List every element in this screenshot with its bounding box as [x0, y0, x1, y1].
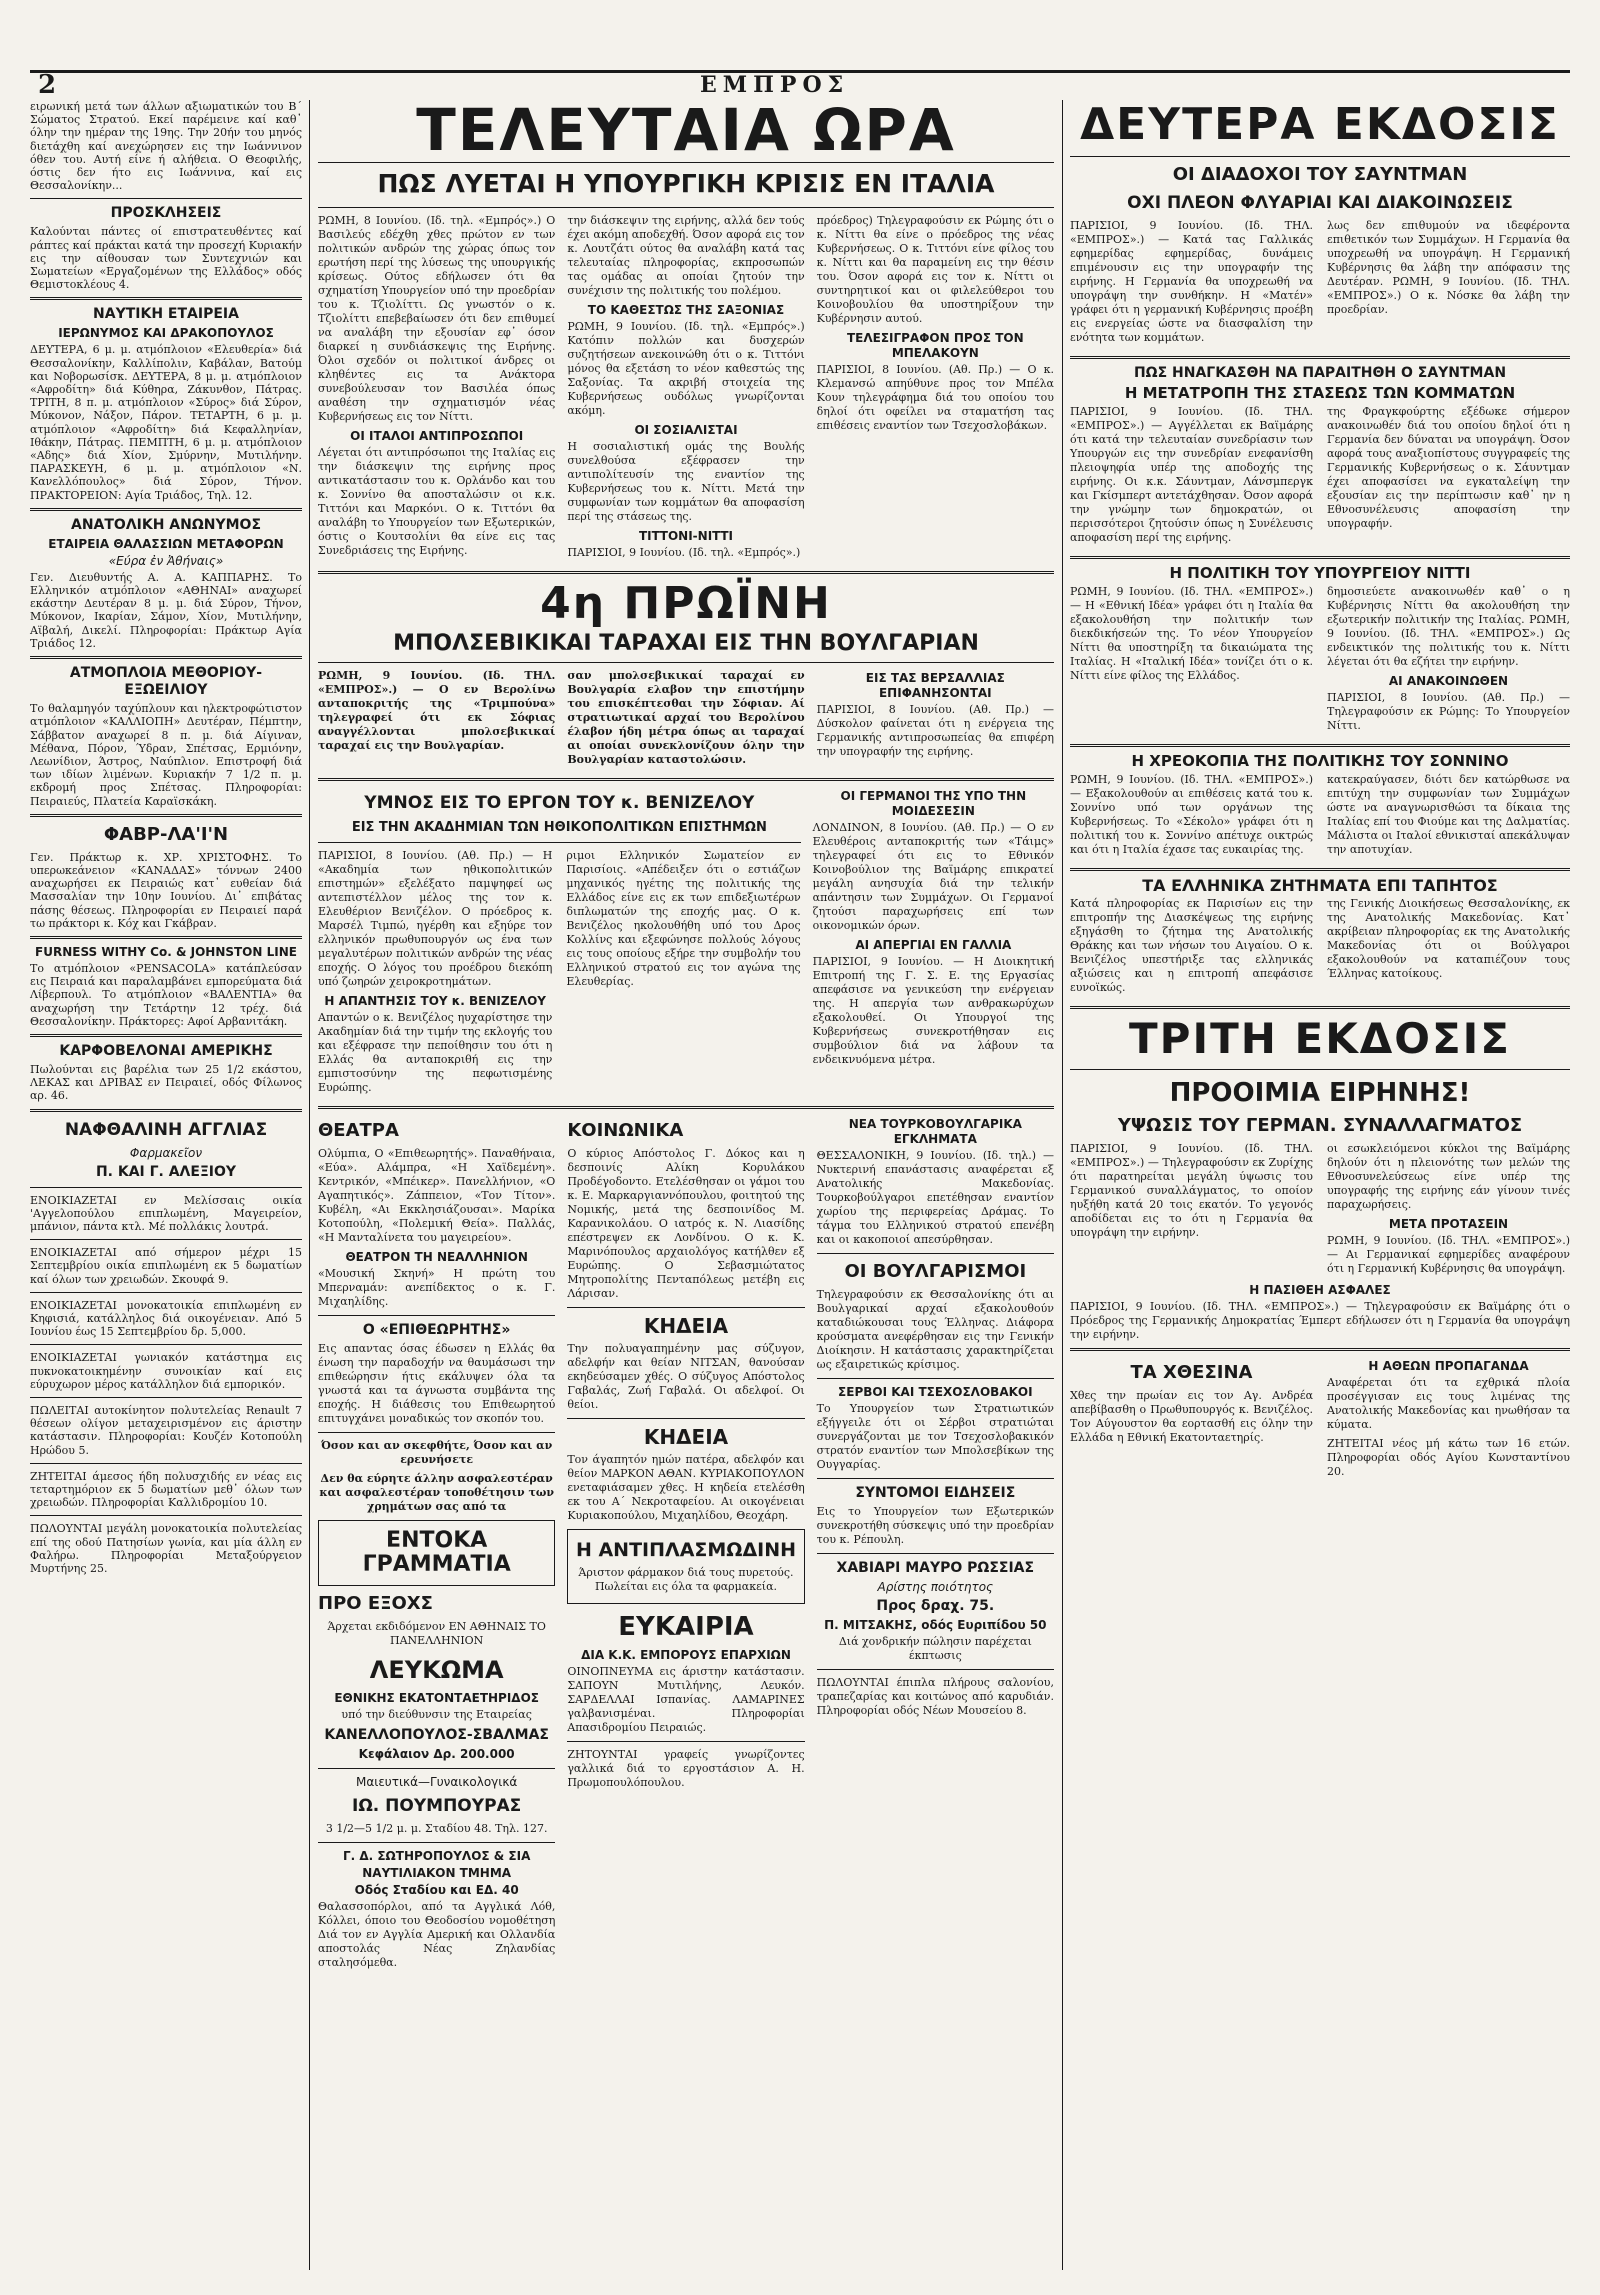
- greek-issues-story: [1070, 897, 1570, 1000]
- italy-text-2: την διάσκεψιν της ειρήνης, αλλά δεν τούς έχει ακόμη αποδεχθή. Όσον αφορά εις τον κ. Λουτζάτι ούτος θα αναλάβη κατά τας τελευταίας πληροφορίας, εκπροσωπών τας ομάδας αι οποίαι ζητούν την συνέχισιν της πολιτικής του πολέμου.: [567, 214, 805, 297]
- athe-text: Αναφέρεται ότι τα εχθρικά πλοία προσέγγισαν εις τους λιμένας της Ανατολικής Μακεδονίας και ηνωθήσαν τα κύματα.: [1327, 1376, 1570, 1431]
- khdeia-heading-2: ΚΗΔΕΙΑ: [643, 1425, 729, 1449]
- sonnino-heading: Η ΧΡΕΟΚΟΠΙΑ ΤΗΣ ΠΟΛΙΤΙΚΗΣ ΤΟΥ ΣΟΝΝΙΝΟ: [1131, 752, 1509, 770]
- xaviari-sub: Αρίστης ποιότητος: [877, 1580, 994, 1594]
- bulgaria-text: ΡΩΜΗ, 9 Ιουνίου. (Ιδ. ΤΗΛ. «ΕΜΠΡΟΣ».) — Ο εν Βερολίνω ανταποκριτής της «Τριμπούνα» τηλεγραφεί ότι εκ Σόφιας αναγγέλλονται μπολσεβικικαί ταραχαί εις την Βουλγαρίαν.: [318, 669, 556, 752]
- triti-ekdosis-title: ΤΡΙΤΗ ΕΚΔΟΣΙΣ: [1129, 1014, 1511, 1063]
- xesina-text: Χθες την πρωίαν εις τον Αγ. Ανδρέα απεβίβασθη ο Πρωθυπουργός κ. Βενιζέλος. Τον Αύγουστον θα εορτασθή εις όλην την Ελλάδα η Εθνική Εκατονταετηρίς.: [1070, 1389, 1313, 1444]
- theatra-heading: ΘΕΑΤΡΑ: [318, 1120, 399, 1141]
- anatoliki-heading: ΑΝΑΤΟΛΙΚΗ ΑΝΩΝΥΜΟΣ: [70, 516, 262, 533]
- athe-heading: Η ΑΘΕΩΝ ΠΡΟΠΑΓΑΝΔΑ: [1368, 1359, 1529, 1373]
- middle-column: [318, 96, 1054, 1975]
- lefkoma-sub-2: υπό την διεύθυνσιν της Εταιρείας: [341, 1708, 532, 1721]
- neatourk-heading: ΝΕΑ ΤΟΥΡΚΟΒΟΥΛΓΑΡΙΚΑ ΕΓΚΛΗΜΑΤΑ: [848, 1117, 1022, 1146]
- proini-title: 4η ΠΡΩΪΝΗ: [540, 578, 832, 629]
- masthead: ΕΜΠΡΟΣ: [700, 72, 850, 98]
- syntomoi-heading: ΣΥΝΤΟΜΟΙ ΕΙΔΗΣΕΙΣ: [855, 1485, 1016, 1501]
- theatra-text: Ολύμπια, Ο «Επιθεωρητής». Παναθήναια, «Εύα». Αλάμπρα, «Η Χαϊδεμένη». Κεντρικόν, «Μπέικερ». Πανελλήνιον, «Ο Αγαπητικός». Ζάππειον, «Τον Τίτον». Κυβέλη, «Αι Εκκλησιάζουσαι». Μαρίκα Κοτοπούλη, «Πολεμική Θεία». Παλλάς, «Η Μανταλίνετα του μαγειρείου».: [318, 1147, 556, 1244]
- kanello-heading: ΚΑΝΕΛΛΟΠΟΥΛΟΣ-ΣΒΑΛΜΑΣ: [324, 1727, 549, 1743]
- koinonika-text: Ο κύριος Απόστολος Γ. Δόκος και η δεσποινίς Αλίκη Κορυλάκου Προδέγοδοντο. Ετελέσθησαν οι γάμοι του κ. Ε. Μαρκαργιαννόπουλου, φοιτητού της Νομικής, μετά της δεσποινίδος Μ. Καρανικολάου. Ο ιατρός κ. Ν. Λιασίδης επέστρεψεν εκ Λονδίνου. Ο κ. Κ. Μαρινόπουλος αρχαιολόγος κατήλθεν εξ Ευρώπης. Ο Σεβασμιώτατος Μητροπολίτης Πενταπόλεως μετέβη εις Λάρισαν.: [567, 1147, 805, 1300]
- column-rule: [1062, 100, 1063, 2270]
- xaviari-heading: ΧΑΒΙΑΡΙ ΜΑΥΡΟ ΡΩΣΣΙΑΣ: [836, 1560, 1035, 1576]
- theatron-text: «Μουσική Σκηνή» Η πρώτη του Μπερναμάν: ανεπίδεκτος ο κ. Γ. Μιχαηλίδης.: [318, 1267, 556, 1308]
- epitheoritis-text: Εις απαντας όσας έδωσεν η Ελλάς θα ένωση την παραδοχήν να θαυμάσωσι την επιθεώρησιν ήτις εκάλυψεν όλα τα γνωστά και τα άγνωστα συμβάντα της εποχής. Η διάθεσις του Επιθεωρητού επιτυγχάνει μοναδικώς τον σκοπόν του.: [318, 1342, 556, 1425]
- venizelos-text-2: ριμοι Ελληνικόν Σωματείον εν Παρισίοις. «Απέδειξεν ότι ο εστιάζων μηχανικός ηγέτης της πολιτικής της Ελλάδος είνε εις εκ των επιδεξιωτέρων διπλωματών της εποχής μας. Ο κ. Βενιζέλος ηκολουθήθη υπό του Δρος Κολλίνς και εξεφώνησε πολλούς λόγους εις τους οποίους εξήρε την συμβολήν του Ελληνικού στρατού εις τον αγώνα της Ελευθερίας.: [566, 849, 801, 988]
- epitheoritis-heading: Ο «ΕΠΙΘΕΩΡΗΤΗΣ»: [362, 1322, 511, 1338]
- nautiki-text: ΔΕΥΤΕΡΑ, 6 μ. μ. ατμόπλοιον «Ελευθερία» διά Θεσσαλονίκην, Καλλίπολιν, Καβάλαν, Βατούμ και Νοβορωσίσκ. ΔΕΥΤΕΡΑ, 8 μ. μ. ατμόπλοιον «Αφροδίτη» διά Κύθηρα, Ζάκυνθον, Πάτρας. ΤΡΙΤΗ, 8 π. μ. ατμόπλοιον «Σύρος» διά Σύρον, Μύκονον, Νάξον, Πάρον. ΤΕΤΑΡΤΗ, 6 μ. μ. ατμόπλοιον «Αφροδίτη» διά Κεφαλληνίαν, Ιθάκην, Πάτρας. ΠΕΜΠΤΗ, 6 μ. μ. ατμόπλοιον «Αδης» διά Χίον, Σμύρνην, Μυτιλήνην. ΠΑΡΑΣΚΕΥΗ, 6 μ. μ. ατμόπλοιον «Ν. Κανελλόπουλος» διά Σύρον, Τήνον. ΠΡΑΚΤΟΡΕΙΟΝ: Αγία Τριάδος, Τηλ. 12.: [30, 343, 302, 502]
- nautiki-subheading: ΙΕΡΩΝΥΜΟΣ ΚΑΙ ΔΡΑΚΟΠΟΥΛΟΣ: [58, 326, 274, 341]
- anatoliki-tagline: «Εύρα ἐν Ἀθήναις»: [108, 553, 224, 568]
- italy-delegates-heading: ΟΙ ΙΤΑΛΟΙ ΑΝΤΙΠΡΟΣΩΠΟΙ: [350, 429, 524, 443]
- sonnino-story: [1070, 773, 1570, 862]
- nitti-heading: Η ΠΟΛΙΤΙΚΗ ΤΟΥ ΥΠΟΥΡΓΕΙΟΥ ΝΙΤΤΙ: [1169, 564, 1471, 582]
- voulgarismoi-text: Τηλεγραφούσιν εκ Θεσσαλονίκης ότι αι Βουλγαρικαί αρχαί εξακολουθούν καταδιώκουσαι τους Έλληνας. Διάφορα κρούσματα ανεφέρθησαν εις την Γενικήν Διοίκησιν. Η κατάστασις χαρακτηρίζεται ως εξαιρετικώς κρίσιμος.: [816, 1288, 1054, 1371]
- lefkoma-sub: ΕΘΝΙΚΗΣ ΕΚΑΤΟΝΤΑΕΤΗΡΙΔΟΣ: [334, 1691, 539, 1705]
- column-rule: [309, 100, 310, 2270]
- top-rule: [30, 70, 1570, 73]
- right-column: [1070, 100, 1570, 1484]
- zitountai-text: ΖΗΤΟΥΝΤΑΙ γραφείς γνωρίζοντες γαλλικά διά το εργοστάσιον Α. Η. Πρωμοπουλόπουλου.: [567, 1748, 805, 1789]
- entoka-grammatia: ΕΝΤΟΚΑ ΓΡΑΜΜΑΤΙΑ: [362, 1528, 511, 1577]
- quote-line-2: Δεν θα εύρητε άλλην ασφαλεστέραν και ασφαλεστέραν τοποθέτησιν των χρημάτων σας από τα: [319, 1472, 554, 1513]
- classified-item: ΕΝΟΙΚΙΑΖΕΤΑΙ από σήμερον μέχρι 15 Σεπτεμβρίου οικία επιπλωμένη εκ 5 δωματίων καί όλων των χρειωδών. Σκουφά 9.: [30, 1246, 302, 1286]
- furness-heading: FURNESS WITHY Co. & JOHNSTON LINE: [35, 944, 297, 959]
- proskliseis-text: Καλούνται πάντες οί επιστρατευθέντες καί ράπτες καί πράκται κατά την προσεχή Κυριακήν εις την αίθουσαν των Συντεχνιών και Σωματείων «Εργαζομένων της Ελλάδος» οδός Θεμιστοκλέους 4.: [30, 225, 302, 292]
- lower-middle: [318, 1115, 1054, 1975]
- neatourk-text: ΘΕΣΣΑΛΟΝΙΚΗ, 9 Ιουνίου. (Ιδ. τηλ.) — Νυκτερινή επανάστασις αναφέρεται εξ Ανατολικής Μακεδονίας. Τουρκοβούλγαροι επετέθησαν εναντίον χωρίου της περιφερείας Δράμας. Το τάγμα του Ελληνικού στρατού επενέβη και οι κακοποιοί απεσύρθησαν.: [816, 1149, 1054, 1246]
- koinonika-heading: ΚΟΙΝΩΝΙΚΑ: [567, 1120, 684, 1141]
- telegraph-heading: ΤΕΛΕΣΙΓΡΑΦΟΝ ΠΡΟΣ ΤΟΝ ΜΠΕΛΑΚΟΥΝ: [846, 331, 1024, 360]
- sonnino-text-2: κατεκραύγασεν, διότι δεν κατώρθωσε να επιτύχη την συμφωνίαν των Συμμάχων ώστε να αναγνωρισθώσι τα δίκαια της Ιταλίας επί του Φιούμε και της Δαλματίας. Μάλιστα οι Ιταλοί εθνικισταί απεκάλυψαν την αποτυχίαν.: [1327, 773, 1570, 856]
- naftalini-name: Π. ΚΑΙ Γ. ΑΛΕΞΙΟΥ: [95, 1163, 237, 1180]
- lefkoma-heading: ΛΕΥΚΩΜΑ: [369, 1656, 504, 1684]
- eukairia-sub: ΔΙΑ Κ.Κ. ΕΜΠΟΡΟΥΣ ΕΠΑΡΧΙΩΝ: [581, 1648, 791, 1662]
- bulgaria-text-2: σαν μπολσεβικικαί ταραχαί εν Βουλγαρία ελαβον την επιστήμην του επισκέπτεσθαι την Σόφιαν. Αί στρατιωτικαί αρχαί του Βερολίνου έλαβον ήδη μέτρα όπως αι ταραχαί αι οποίαι συνεκλονίζουν όλην την Βουλγαρίαν καταστολώσιν.: [567, 669, 805, 766]
- strikes-text: ΠΑΡΙΣΙΟΙ, 9 Ιουνίου. — Η Διοικητική Επιτροπή της Γ. Σ. Ε. της Εργασίας απεφάσισε να γενικεύση την ενέργειαν της. Η απεργία των ανθρακωρύχων εξακολουθεί. Οι Υπουργοί της Κυβερνήσεως συνεκροτήθησαν εις συμβούλιον διά να λάβουν τα ενδεικνυόμενα μέτρα.: [812, 955, 1054, 1066]
- page-number: 2: [38, 70, 57, 100]
- pasti-heading: Η ΠΑΣΙΘΕΗ ΑΣΦΑΛΕΣ: [1249, 1283, 1391, 1297]
- xaviari-sub-2: Διά χονδρικήν πώλησιν παρέχεται έκπτωσις: [838, 1635, 1032, 1662]
- resignation-heading: ΠΩΣ ΗΝΑΓΚΑΣΘΗ ΝΑ ΠΑΡΑΙΤΗΘΗ Ο ΣΑΥΝΤΜΑΝ: [1133, 365, 1507, 381]
- sotir-address: Οδός Σταδίου και ΕΔ. 40: [354, 1883, 519, 1897]
- tittoni-nitti-heading: ΤΙΤΤΟΝΙ-ΝΙΤΤΙ: [638, 529, 734, 543]
- saxony-heading: ΤΟ ΚΑΘΕΣΤΩΣ ΤΗΣ ΣΑΞΟΝΙΑΣ: [587, 303, 785, 317]
- nautiki-heading: ΝΑΥΤΙΚΗ ΕΤΑΙΡΕΙΑ: [93, 306, 239, 323]
- exchange-heading: ΥΨΩΣΙΣ ΤΟΥ ΓΕΡΜΑΝ. ΣΥΝΑΛΛΑΓΜΑΤΟΣ: [1117, 1115, 1523, 1136]
- classified-item: ΖΗΤΕΙΤΑΙ άμεσος ήδη πολυσχιδής εν νέας εις τεταρτημόριον εκ 5 δωματίων μεθ᾿ όλων των χρειωδών. Πληροφορίαι Καλλιδρομίου 10.: [30, 1469, 302, 1510]
- pasti-text: ΠΑΡΙΣΙΟΙ, 9 Ιουνίου. (Ιδ. ΤΗΛ. «ΕΜΠΡΟΣ».) — Τηλεγραφούσιν εκ Βαϊμάρης ότι ο Πρόεδρος της Γερμανικής Δημοκρατίας Έμπερτ εδήλωσεν ότι η Γερμανία θα υπογράψη την ειρήνην.: [1070, 1300, 1570, 1341]
- pwlountai-text: ΠΩΛΟΥΝΤΑΙ έπιπλα πλήρους σαλονίου, τραπεζαρίας και κοιτώνος από καρυδιάν. Πληροφορίαι οδός Νέων Μουσείου 8.: [816, 1676, 1054, 1717]
- khdeia-text: Την πολυαγαπημένην μας σύζυγον, αδελφήν και θείαν ΝΙΤΣΑΝ, θανούσαν εκηδεύσαμεν χθές. Ο σύζυγος Απόστολος Γαβαλάς, Ζωή Γαβαλά. Οι αδελφοί. Οι θείοι.: [567, 1342, 805, 1411]
- voulgarismoi-heading: ΟΙ ΒΟΥΛΓΑΡΙΣΜΟΙ: [844, 1261, 1027, 1282]
- saintman-text: ΠΑΡΙΣΙΟΙ, 9 Ιουνίου. (Ιδ. ΤΗΛ. «ΕΜΠΡΟΣ».) — Κατά τας Γαλλικάς εφημερίδας εφημερίδας, δυνάμεις επιμένουσιν εις την υπογραφήν της ειρήνης. Η Γερμανία θα υποχρεωθή να υπογράψη την συνθήκην. Η «Ματέν» γράφει ότι η γερμανική Κυβέρνησις προέβη εις ενεργείας ώστε να διασφαλίση την ενότητα των κομμάτων.: [1070, 219, 1313, 344]
- nitti-story: [1070, 585, 1570, 738]
- saintman-text-2: λως δεν επιθυμούν να ιδεφέροντα επιθετικόν των Συμμάχων. Η Γερμανία θα υποχρεωθή να υπογράψη. Η Γερμανική Κυβέρνησις θα λάβη την απόφασιν της Δευτέραν. ΡΩΜΗ, 9 Ιουνίου. (Ιδ. ΤΗΛ. «ΕΜΠΡΟΣ».) Ο κ. Νόσκε θα λάβη την προεδρίαν.: [1327, 219, 1570, 316]
- italy-delegates-text: Λέγεται ότι αντιπρόσωποι της Ιταλίας εις την διάσκεψιν της ειρήνης προς αντικατάστασιν του κ. Ορλάνδο και του κ. Σοννίνο θα αποσταλώσιν οι κ.κ. Τιττόνι και Μαρκόνι. Ο κ. Τιττόνι θα αναλάβη το Υπουργείον των Εξωτερικών, όστις ο Κουτσολίνι θα είνε εις τας Συνεδριάσεις της Ειρήνης.: [318, 446, 556, 557]
- bulgaria-headline: ΜΠΟΛΣΕΒΙΚΙΚΑΙ ΤΑΡΑΧΑΙ ΕΙΣ ΤΗΝ ΒΟΥΛΓΑΡΙΑΝ: [393, 631, 979, 656]
- poumpouras-sub: Μαιευτικά—Γυναικολογικά: [356, 1775, 518, 1789]
- furness-text: Το ατμόπλοιον «PENSACOLA» κατάπλεύσαν εις Πειραιά και παραλαμβάνει εμπορεύματα διά Λίβερπουλ. Το ατμόπλοιον «ΒΑΛΕΝΤΙΑ» θα αναχωρήση την Τετάρτην 12 τρέχ. διά Θεσσαλονίκην. Πράκτορες: Αφοί Αρβανιτάκη.: [30, 961, 302, 1028]
- eukairia-heading: ΕΥΚΑΙΡΙΑ: [618, 1612, 754, 1642]
- italy-text: ΡΩΜΗ, 8 Ιουνίου. (Ιδ. τηλ. «Εμπρός».) Ο Βασιλεύς εδέχθη χθες πρώτον εν των πολιτικών ανδρών της χώρας όπως τον ερωτήση περί της λύσεως της υπουργικής κρίσεως. Ούτος εδήλωσεν ότι θα σχηματίση Υπουργείον υπό την προεδρίαν του κ. Τζιολίττι. Ως γνωστόν ο κ. Τζιολίττι επεβεβαίωσεν ότι δεν επιθυμεί να αναλάβη την εξουσίαν εφ᾿ όσον διαρκεί η συνδιάσκεψις της Ειρήνης. Όλοι σχεδόν οι πολιτικοί άνδρες οι κληθέντες εις τα Ανάκτορα συνεβούλευσαν τον Βασιλέα όπως αναθέση την σχηματισμόν νέας Κυβερνήσεως εις τον Νίττι.: [318, 214, 556, 423]
- anatoliki-subheading: ΕΤΑΙΡΕΙΑ ΘΑΛΑΣΣΙΩΝ ΜΕΤΑΦΟΡΩΝ: [48, 536, 284, 551]
- syntomoi-text: Εις το Υπουργείον των Εξωτερικών συνεκροτήθη σύσκεψις υπό την προεδρίαν του κ. Ρέπουλη.: [816, 1505, 1054, 1546]
- favr-text: Γεν. Πράκτωρ κ. ΧΡ. ΧΡΙΣΤΟΦΗΣ. Το υπερωκεάνειον «ΚΑΝΑΔΑΣ» τόννων 2400 αναχωρήσει εκ Πειραιώς κατ᾿ ευθείαν διά Μασσαλίαν την 10ην Ιουνίου. Δι᾿ επιβάτας πάσης θέσεως. Πληροφορίαι εν Πειραιεί παρά τω πράκτορι κ. Κόχ και Γκάβραν.: [30, 850, 302, 930]
- resignation-text: ΠΑΡΙΣΙΟΙ, 9 Ιουνίου. (Ιδ. ΤΗΛ. «ΕΜΠΡΟΣ».) — Αγγέλλεται εκ Βαϊμάρης ότι κατά την τελευταίαν συνεδρίασιν των Υπουργών εις την συνεδρίαν ενεφανίσθη πλειοψηφία υπέρ της αποδοχής της ειρήνης. Οι κ.κ. Σάυντμαν, Λάνσμπεργκ και Γκίσμπερτ αντετάχθησαν. Όσον αφορά την γνώμην των δημοκρατών, οι περισσότεροι ζητούσιν όπως η Συνέλευσις αποφασίση περί της ειρήνης.: [1070, 405, 1313, 544]
- socialists-heading: ΟΙ ΣΟΣΙΑΛΙΣΤΑΙ: [634, 423, 738, 437]
- sonnino-text: ΡΩΜΗ, 9 Ιουνίου. (Ιδ. ΤΗΛ. «ΕΜΠΡΟΣ».) — Εξακολουθούν αι επιθέσεις κατά του κ. Σοννίνο υπό των οργάνων της Κυβερνήσεως. Το «Σέκολο» γράφει ότι η πολιτική του κ. Σοννίνο απέτυχε οικτρώς και ότι η Ιταλία έχασε τας ευκαιρίας της.: [1070, 773, 1313, 856]
- khdeia-heading: ΚΗΔΕΙΑ: [643, 1314, 729, 1338]
- meta-heading: ΜΕΤΑ ΠΡΟΤΑΣΕΙΝ: [1388, 1217, 1509, 1231]
- exchange-text: ΠΑΡΙΣΙΟΙ, 9 Ιουνίου. (Ιδ. ΤΗΛ. «ΕΜΠΡΟΣ».) — Τηλεγραφούσιν εκ Ζυρίχης ότι παρατηρείται μεγάλη ύψωσις του Γερμανικού συναλλάγματος, το οποίον ηυξήθη κατά 20 τοις εκατόν. Το γεγονός αποδίδεται εις το ότι η Γερμανία θα υπογράψη την ειρήνην.: [1070, 1142, 1314, 1239]
- greek-issues-text-2: της Γενικής Διοικήσεως Θεσσαλονίκης, εκ της Ανατολικής Μακεδονίας. Κατ᾿ ακρίβειαν πληροφορίας εκ της Ανατολικής Μακεδονίας ότι οι Βούλγαροι εξακολουθούν να καταπιέζουν τους Έλληνας κατοίκους.: [1327, 897, 1570, 980]
- venizelos-headline: ΥΜΝΟΣ ΕΙΣ ΤΟ ΕΡΓΟΝ ΤΟΥ κ. ΒΕΝΙΖΕΛΟΥ: [364, 793, 755, 813]
- italy-crisis-headline: ΠΩΣ ΛΥΕΤΑΙ Η ΥΠΟΥΡΓΙΚΗ ΚΡΙΣΙΣ ΕΝ ΙΤΑΛΙΑ: [377, 169, 995, 198]
- kanello-capital: Κεφάλαιον Δρ. 200.000: [358, 1747, 515, 1761]
- saintman-sub-heading: ΟΧΙ ΠΛΕΟΝ ΦΛΥΑΡΙΑΙ ΚΑΙ ΔΙΑΚΟΙΝΩΣΕΙΣ: [1127, 193, 1513, 213]
- saintman-successors-heading: ΟΙ ΔΙΑΔΟΧΟΙ ΤΟΥ ΣΑΥΝΤΜΑΝ: [1172, 164, 1468, 185]
- serboi-text: Το Υπουργείον των Στρατιωτικών εξήγγειλε ότι οι Σέρβοι στρατιώται συνεργάζονται με τον Τσεχοσλοβακικόν στρατόν εναντίον των Μπολσεβίκων της Ουγγαρίας.: [816, 1402, 1054, 1471]
- socialists-text: Η σοσιαλιστική ομάς της Βουλής συνελθούσα εξέφρασεν την αντιπολίτευσίν της εναντίον της Κυβερνήσεως του κ. Νίττι. Μετά την συμφωνίαν των κομμάτων θα αποφασίση περί της στάσεως της.: [567, 440, 805, 523]
- sotir-text: Θαλασσοπόρλοι, από τα Αγγλικά Λόθ, Κόλλει, όποιο του Θεοδοσίου νομοθέτηση Διά τον εν Αγγλία Αμερική και Ολλανδία αποστολάς Νέας Ζηλανδίας σταλησόμεθα.: [318, 1900, 556, 1969]
- theatron-heading: ΘΕΑΤΡΟΝ ΤΗ ΝΕΑΛΛΗΝΙΟΝ: [345, 1250, 528, 1264]
- pro-exos-heading: ΠΡΟ ΕΞΟΧΣ: [318, 1593, 433, 1614]
- venizelos-text: ΠΑΡΙΣΙΟΙ, 8 Ιουνίου. (Αθ. Πρ.) — Η «Ακαδημία των ηθικοπολιτικών επιστημών» εξελέξατο παμψηφεί ως αντεπιστέλλον μέλος της τον κ. Ελευθέριον Βενιζέλον. Ο πρόεδρος κ. Μαρσέλ Τιμπώ, ηγέρθη και εξηύρε τον ελληνικόν πρωθυπουργόν ως ένα των μεγαλυτέρων πολιτικών ανδρών της νέας εποχής. Ο λόγος του προέδρου διεκόπη υπό ζωηρών χειροκροτημάτων.: [318, 849, 553, 988]
- anakoinothen-heading: ΑΙ ΑΝΑΚΟΙΝΩΘΕΝ: [1388, 674, 1509, 688]
- meta-text: ΡΩΜΗ, 9 Ιουνίου. (Ιδ. ΤΗΛ. «ΕΜΠΡΟΣ».) — Αι Γερμανικαί εφημερίδες αναφέρουν ότι η Γερμανική Κυβέρνησις θα υπογράψη.: [1327, 1234, 1570, 1275]
- strikes-heading: ΑΙ ΑΠΕΡΓΙΑΙ ΕΝ ΓΑΛΛΙΑ: [855, 938, 1012, 952]
- resignation-text-2: της Φραγκφούρτης εξέδωκε σήμερον ανακοινωθέν διά του οποίου δηλοί ότι η Γερμανία δεν δύναται να υπογράψη. Όσον αφορά τους αναξιοπίστους συγγραφείς της Γερμανικής Κυβερνήσεως ο κ. Σάυντμαν έχει αποφασίσει να εγκαταλείψη την εξουσίαν εις την περίπτωσιν καθ᾿ ην η Εθνοσυνέλευσις αποφασίση την υπογραφήν.: [1327, 405, 1570, 530]
- naftalini-heading: ΝΑΦΘΑΛΙΝΗ ΑΓΓΛΙΑΣ: [64, 1119, 268, 1140]
- telegraph-text: ΠΑΡΙΣΙΟΙ, 8 Ιουνίου. (Αθ. Πρ.) — Ο κ. Κλεμανσώ απηύθυνε προς τον Μπέλα Κουν τηλεγράφημα διά του οποίου του δηλοί ότι οφείλει να σταματήση τας επιθέσεις εναντίον των Τσεχοσλοβάκων.: [816, 363, 1054, 432]
- nitti-text-2: δημοσιεύετε ανακοινωθέν καθ᾿ ο η Κυβέρνησις Νίττι θα ακολουθήση την εξωτερικήν πολιτικήν της Ιταλίας. ΡΩΜΗ, 9 Ιουνίου. (Ιδ. ΤΗΛ. «ΕΜΠΡΟΣ».) Ως ενδεικτικόν της πολιτικής του κ. Νίττι λέγεται ότι θα εζήτει την ειρήνην.: [1327, 585, 1570, 668]
- sotir-heading: Γ. Δ. ΣΩΤΗΡΟΠΟΥΛΟΣ & ΣΙΑ: [342, 1849, 531, 1863]
- proskliseis-heading: ΠΡΟΣΚΛΗΣΕΙΣ: [110, 205, 222, 222]
- pro-exos-sub: Άρχεται εκδιδόμενον ΕΝ ΑΘΗΝΑΙΣ ΤΟ ΠΑΝΕΛΛΗΝΙΟΝ: [327, 1620, 546, 1647]
- venizelos-reply-text: Απαντών ο κ. Βενιζέλος ηυχαρίστησε την Ακαδημίαν διά την τιμήν της εκλογής του και εξέφρασε την πεποίθησιν του ότι η Ελλάς θα ανταποκριθή εις την εμπιστοσύνην της πεφωτισμένης Ευρώπης.: [318, 1011, 553, 1094]
- intro-text: ειρωνική μετά των άλλων αξιωματικών του Β΄ Σώματος Στρατού. Εκεί παρέμεινε καί καθ᾿ όλην την ημέραν της 19ης. Την 20ήν του μηνός διετάχθη καί ανεχώρησεν εις την Ιωάννινον όθεν του. Αυτή είνε ή αλήθεια. Ο Θεοφιλής, όστις δεν ήτο εις Ιωάννινα, καί εις Θεσσαλονίκην...: [30, 100, 302, 193]
- bulgaria-story: [318, 669, 1054, 772]
- poumpouras-heading: ΙΩ. ΠΟΥΜΠΟΥΡΑΣ: [352, 1796, 522, 1816]
- teleutaia-ora-title: ΤΕΛΕΥΤΑΙΑ ΩΡΑ: [416, 96, 956, 164]
- serboi-heading: ΣΕΡΒΟΙ ΚΑΙ ΤΣΕΧΟΣΛΟΒΑΚΟΙ: [838, 1385, 1033, 1399]
- karfovel-heading: ΚΑΡΦΟΒΕΛΟΝΑΙ ΑΜΕΡΙΚΗΣ: [59, 1042, 273, 1059]
- xaviari-address: Π. ΜΙΤΣΑΚΗΣ, οδός Ευριπίδου 50: [824, 1618, 1047, 1632]
- exchange-text-2: οι εσωκλειόμενοι κύκλοι της Βαϊμάρης δηλούν ότι η πλειονότης των μελών της Εθνοσυνελεύσεως είνε υπέρ της υπογραφής της ειρήνης εάν γίνουν τινές παραχωρήσεις.: [1327, 1142, 1570, 1211]
- karfovel-text: Πωλούνται εις βαρέλια των 25 1/2 εκάστου, ΛΕΚΑΣ και ΔΡΙΒΑΣ εν Πειραιεί, οδός Φίλωνος αρ. 46.: [30, 1062, 302, 1103]
- versailles-text: ΠΑΡΙΣΙΟΙ, 8 Ιουνίου. (Αθ. Πρ.) — Δύσκολον φαίνεται ότι η ενέργεια της Γερμανικής αντιπροσωπείας θα επιφέρη την υπογραφήν της ειρήνης.: [816, 703, 1054, 758]
- germans-heading: ΟΙ ΓΕΡΜΑΝΟΙ ΤΗΣ ΥΠΟ ΤΗΝ ΜΟΙΔΕΣΕΣΙΝ: [840, 789, 1027, 818]
- italy-text-3: πρόεδρος) Τηλεγραφούσιν εκ Ρώμης ότι ο κ. Νίττι θα είνε ο πρόεδρος της νέας Κυβερνήσεως. Ο κ. Τιττόνι είνε φίλος του κ. Νίττι και θα παραμείνη εις την θέσιν του. Όσον αφορά εις τον κ. Νίττι οι συντηρητικοί και οι φιλελεύθεροι του Κοινοβουλίου θα υποστηρίξουν την Κυβέρνησιν αυτού.: [816, 214, 1054, 325]
- resignation-subheading: Η ΜΕΤΑΤΡΟΠΗ ΤΗΣ ΣΤΑΣΕΩΣ ΤΩΝ ΚΟΜΜΑΤΩΝ: [1124, 384, 1516, 402]
- quote-line: Όσον και αν σκεφθήτε, Όσον και αν ερευνήσετε: [321, 1439, 553, 1466]
- zitoun-text: ΖΗΤΕΙΤΑΙ νέος μή κάτω των 16 ετών. Πληροφορίαι οδός Αγίου Κωνσταντίνου 20.: [1327, 1437, 1570, 1478]
- naftalini-sub: Φαρμακεῖον: [129, 1145, 203, 1160]
- atmoploia-heading: ΑΤΜΟΠΛΟΙΑ ΜΕΘΟΡΙΟΥ-ΕΞΩΕΙΛΙΟΥ: [69, 665, 263, 699]
- classified-item: ΠΩΛΟΥΝΤΑΙ μεγάλη μονοκατοικία πολυτελείας επί της οδού Πατησίων γωνία, και μία άλλη εν Φαλήρω. Πληροφορίαι Μεταξούργειον Μυρτήνης 25.: [30, 1522, 302, 1576]
- versailles-heading: ΕΙΣ ΤΑΣ ΒΕΡΣΑΛΛΙΑΣ ΕΠΙΦΑΝΗΣΟΝΤΑΙ: [865, 671, 1005, 700]
- xaviari-price: Προς δραχ. 75.: [876, 1598, 995, 1614]
- antiplasmod-heading: Η ΑΝΤΙΠΛΑΣΜΩΔΙΝΗ: [575, 1539, 797, 1561]
- saintman-story: [1070, 219, 1570, 350]
- favr-heading: ΦΑΒΡ-ΛΑ'Ι'Ν: [103, 823, 229, 845]
- classified-item: ΕΝΟΙΚΙΑΖΕΤΑΙ εν Μελίσσαις οικία 'Αγγελοπούλου επιπλωμένη, Μαγειρείον, μπάνιον, πάντα κτλ. Μέ πολλάκις λουτρά.: [30, 1193, 302, 1233]
- italy-story: [318, 214, 1054, 565]
- deutera-ekdosis-title: ΔΕΥΤΕΡΑ ΕΚΔΟΣΙΣ: [1080, 99, 1560, 150]
- venizelos-reply-heading: Η ΑΠΑΝΤΗΣΙΣ ΤΟΥ κ. ΒΕΝΙΖΕΛΟΥ: [324, 994, 546, 1008]
- atmoploia-text: Το θαλαμηγόν ταχύπλουν και ηλεκτροφώτιστον ατμόπλοιον «ΚΑΛΛΙΟΠΗ» Δευτέραν, Πέμπτην, Σάββατον αναχωρεί 8 π. μ. διά Αίγιναν, Μέθανα, Πόρον, Ύδραν, Σπέτσας, Ερμιόνην, Λεωνίδιον, Άστρος, Ναύπλιον. Επιστροφή διά των ιδίων λιμένων. Κυριακήν 7 1/2 π. μ. εκδρομή προς Σπέτσας. Πληροφορίαι: Πειραιεύς, Πλατεία Καραϊσκάκη.: [30, 702, 302, 808]
- nitti-text: ΡΩΜΗ, 9 Ιουνίου. (Ιδ. ΤΗΛ. «ΕΜΠΡΟΣ».) — Η «Εθνική Ιδέα» γράφει ότι η Ιταλία θα εξακολουθήση την πολιτικήν των διεκδικήσεών της. Το νέον Υπουργείον Νίττι θα υποστηρίξη τα δικαιώματα της Ιταλίας. Η «Ιταλική Ιδέα» τονίζει ότι ο κ. Νίττι είνε φίλος της Ελλάδος.: [1070, 585, 1313, 682]
- germans-text: ΛΟΝΔΙΝΟΝ, 8 Ιουνίου. (Αθ. Πρ.) — Ο εν Ελευθέροις ανταποκριτής των «Τάιμς» τηλεγραφεί ότι εις το Εθνικόν Κοινοβούλιον της Βαϊμάρης επικρατεί μεγάλη ανησυχία διά την τελικήν απάντησιν των Συμμάχων. Οι Γερμανοί ζητούσι παραχωρήσεις επί των οικονομικών όρων.: [812, 821, 1054, 932]
- anatoliki-text: Γεν. Διευθυντής Α. Α. ΚΑΠΠΑΡΗΣ. Το Ελληνικόν ατμόπλοιον «ΑΘΗΝΑΙ» αναχωρεί εκάστην Δευτέραν 8 μ. μ. διά Σύρον, Τήνον, Μύκονον, Ικαρίαν, Σάμον, Χίον, Μυτιλήνην, Αϊβαλή, Δικελί. Πληροφορίαι: Πράκτωρ Αγία Τριάδος 12.: [30, 570, 302, 650]
- greek-issues-text: Κατά πληροφορίας εκ Παρισίων εις την επιτροπήν της Διασκέψεως της ειρήνης εξηγάσθη το ζήτημα της Ανατολικής Θράκης και των νήσων του Αιγαίου. Ο κ. Βενιζέλος υπεστήριξε τας ελληνικάς αξιώσεις και η επιτροπή απεφάσισε ευνοϊκώς.: [1070, 897, 1313, 994]
- antiplasmod-text: Άριστον φάρμακον διά τους πυρετούς. Πωλείται εις όλα τα φαρμακεία.: [578, 1566, 794, 1593]
- poumpouras-address: 3 1/2—5 1/2 μ. μ. Σταδίου 48. Τηλ. 127.: [325, 1822, 548, 1835]
- saxony-text: ΡΩΜΗ, 9 Ιουνίου. (Ιδ. τηλ. «Εμπρός».) Κατόπιν πολλών και δυσχερών συζητήσεων ανεκοινώθη ότι ο κ. Τιττόνι μόνος θα εξετάση το νέον καθεστώς της Σαξονίας. Τα ακριβή στοιχεία της Κυβερνήσεως ουδόλως γνωρίζονται ακόμη.: [567, 320, 805, 417]
- venizelos-subheadline: ΕΙΣ ΤΗΝ ΑΚΑΔΗΜΙΑΝ ΤΩΝ ΗΘΙΚΟΠΟΛΙΤΙΚΩΝ ΕΠΙΣΤΗΜΩΝ: [351, 820, 767, 835]
- left-column: [30, 100, 302, 1575]
- classified-item: ΕΝΟΙΚΙΑΖΕΤΑΙ μονοκατοικία επιπλωμένη εν Κηφισιά, κατάλληλος διά οικογένειαν. Από 5 Ιουνίου έως 15 Σεπτεμβρίου δρ. 5,000.: [30, 1298, 302, 1339]
- resignation-story: [1070, 405, 1570, 550]
- khdeia-text-2: Τον άγαπητόν ημών πατέρα, αδελφόν και θείον ΜΑΡΚΟΝ ΑΘΑΝ. ΚΥΡΙΑΚΟΠΟΥΛΟΝ ενεταφιάσαμεν χθες. Η κηδεία ετελέσθη εκ του Α΄ Νεκροταφείου. Αι οικογένειαι Κυριακοπούλου, Μιχαηλίδου, Θεοχάρη.: [567, 1453, 805, 1522]
- eukairia-text: ΟΙΝΟΠΝΕΥΜΑ εις άριστην κατάστασιν. ΣΑΠΟΥΝ Μυτιλήνης, Λευκόν. ΣΑΡΔΕΛΛΑΙ Ισπανίας. ΛΑΜΑΡΙΝΕΣ γαλβανισμέναι. Πληροφορίαι Απασιδρομίου Πειραιώς.: [567, 1665, 805, 1734]
- tittoni-nitti-dateline: ΠΑΡΙΣΙΟΙ, 9 Ιουνίου. (Ιδ. τηλ. «Εμπρός».): [567, 546, 801, 559]
- sotir-sub: ΝΑΥΤΙΛΙΑΚΟΝ ΤΜΗΜΑ: [362, 1866, 512, 1880]
- classified-item: ΠΩΛΕΙΤΑΙ αυτοκίνητον πολυτελείας Renault 7 θέσεων ολίγον μεταχειρισμένον εις άριστην κατάστασιν. Πληροφορίαι: Κουζέν Κοτοπούλη Ηρώδου 5.: [30, 1404, 302, 1457]
- classified-item: ΕΝΟΙΚΙΑΖΕΤΑΙ γωνιακόν κατάστημα εις πυκνοκατοικημένην συνοικίαν καί εις εύρυχωρον μέρος κατάλληλον διά εμπορικόν.: [30, 1351, 302, 1391]
- exchange-story: [1070, 1142, 1570, 1281]
- greek-issues-heading: ΤΑ ΕΛΛΗΝΙΚΑ ΖΗΤΗΜΑΤΑ ΕΠΙ ΤΑΠΗΤΟΣ: [1142, 876, 1498, 895]
- anakoinothen-text: ΠΑΡΙΣΙΟΙ, 8 Ιουνίου. (Αθ. Πρ.) — Τηλεγραφούσιν εκ Ρώμης: Το Υπουργείον Νίττι.: [1327, 691, 1570, 732]
- xesina-heading: ΤΑ ΧΘΕΣΙΝΑ: [1130, 1362, 1253, 1383]
- bottom-right: [1070, 1357, 1570, 1484]
- peace-preliminaries-heading: ΠΡΟΟΙΜΙΑ ΕΙΡΗΝΗΣ!: [1169, 1078, 1471, 1108]
